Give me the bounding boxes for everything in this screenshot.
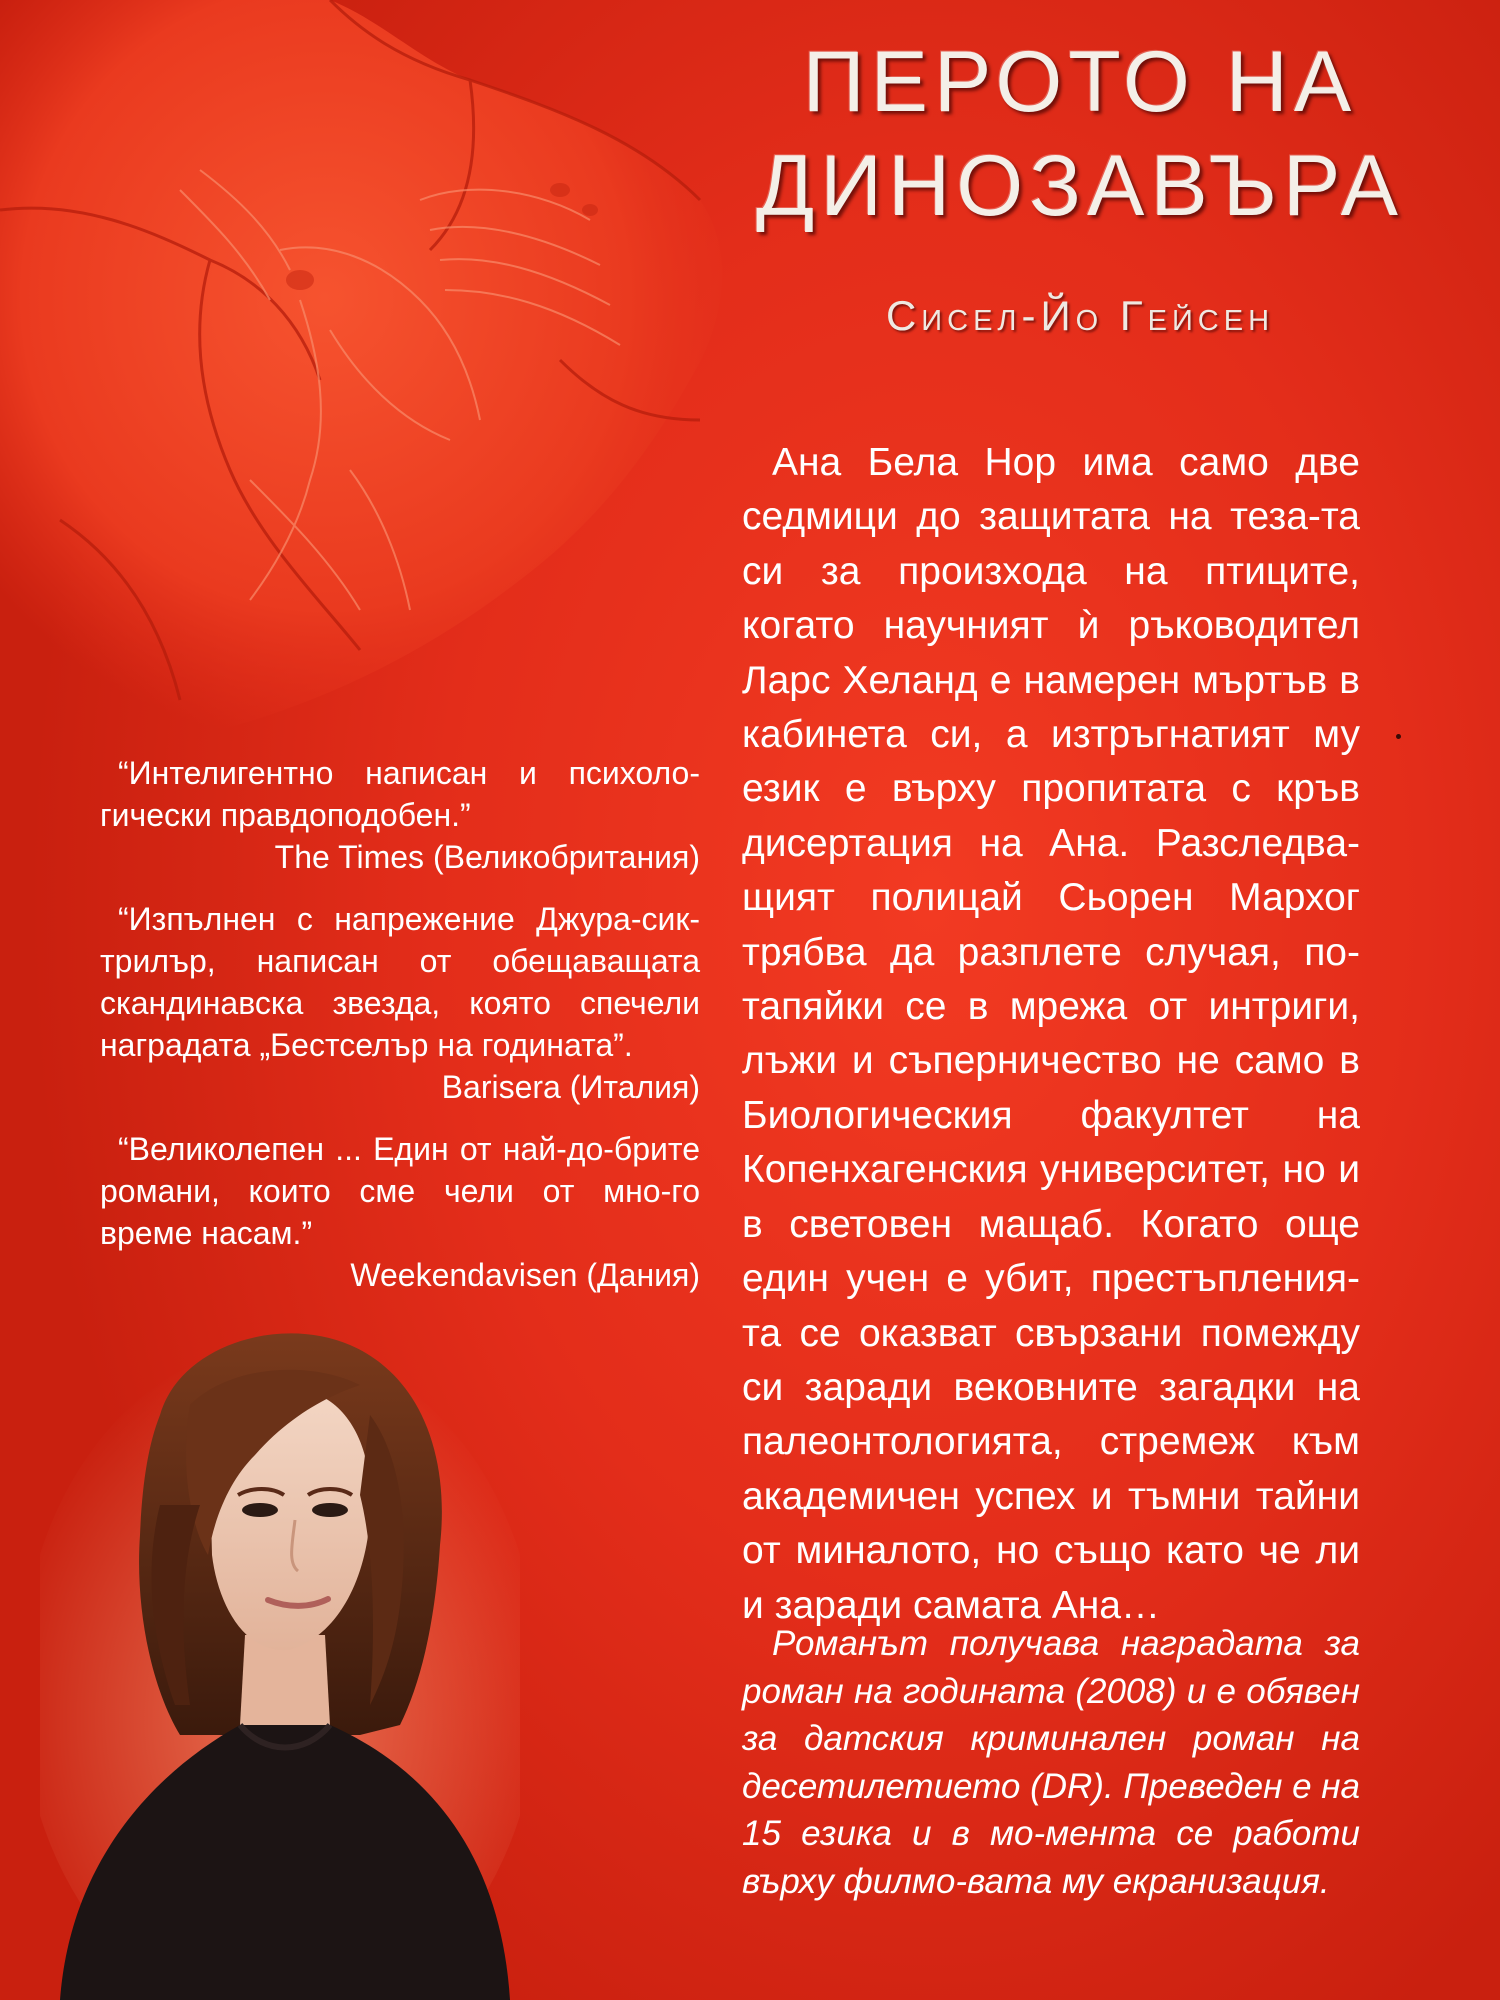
book-title-line1: ПЕРОТО НА: [802, 34, 1358, 130]
quote-text: “Изпълнен с напрежение Джура-сик-трилър, написан от обещаващата скандинавска звезда, която спечели наградата „Бестселър на годината”.: [100, 901, 700, 1063]
fossil-illustration: [0, 0, 760, 760]
press-quotes: [100, 752, 700, 1316]
book-title: [720, 30, 1440, 238]
press-quote: [100, 1128, 700, 1296]
quote-text: “Великолепен ... Един от най-до-брите романи, които сме чели от мно-го време насам.”: [100, 1131, 700, 1251]
print-speck: [1396, 734, 1401, 739]
press-quote: [100, 898, 700, 1108]
quote-source: Weekendavisen (Дания): [350, 1257, 700, 1293]
award-note: Романът получава наградата за роман на годината (2008) и е обявен за датския криминален роман на десетилетието (DR). Преведен е на 15 езика и в мо-мента се работи върху филмо-вата му екранизация.: [742, 1624, 1360, 1901]
quote-source: The Times (Великобритания): [274, 839, 700, 875]
press-quote: [100, 752, 700, 878]
quote-source: Barisera (Италия): [441, 1069, 700, 1105]
book-title-line2: ДИНОЗАВЪРА: [756, 138, 1404, 234]
quote-text: “Интелигентно написан и психоло-гически правдоподобен.”: [100, 755, 700, 833]
book-blurb: Ана Бела Нор има само две седмици до защитата на теза-та си за произхода на птиците, когато научният ѝ ръководител Ларс Хеланд е намерен мъртъв в кабинета си, а изтръгнатият му език е върху пропитата с кръв дисертация на Ана. Разследва-щият полицай Сьорен Мархог трябва да разплете случая, по-тапяйки се в мрежа от интриги, лъжи и съперничество не само в Биологическия факултет на Копенхагенския университет, но и в световен мащаб. Когато още един учен е убит, престъпления-та се оказват свързани помежду си заради вековните загадки на палеонтологията, стремеж към академичен успех и тъмни тайни от миналото, но също като че ли и заради самата Ана…: [742, 441, 1360, 1627]
book-author: Сисел-Йо Гейсен: [885, 292, 1275, 339]
author-portrait: [40, 1305, 520, 2000]
